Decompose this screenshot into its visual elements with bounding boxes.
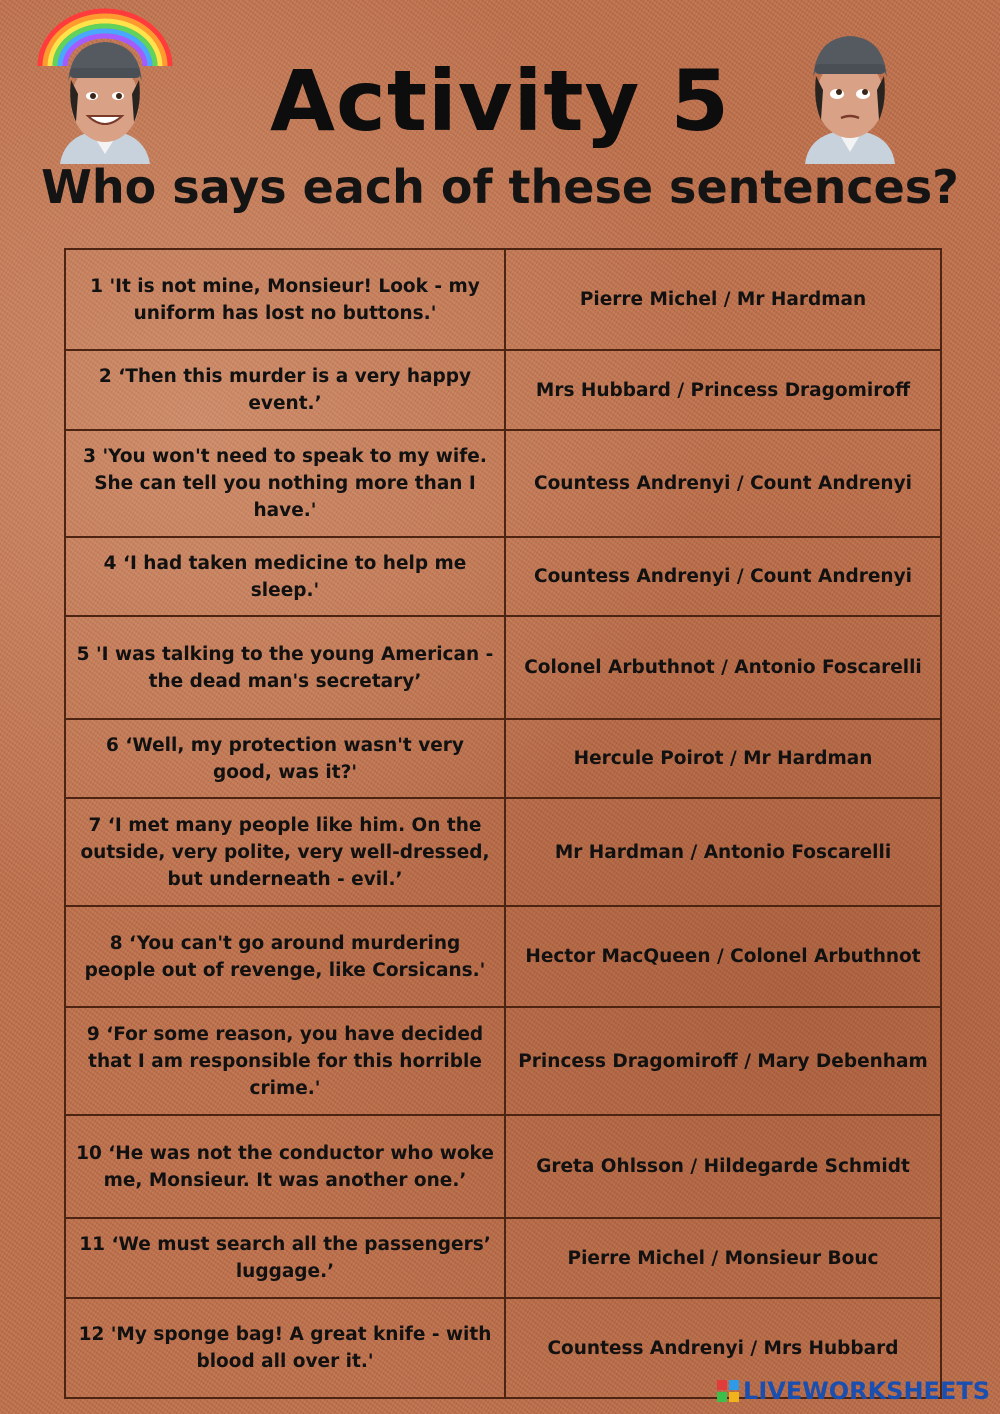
liveworksheets-watermark (717, 1376, 990, 1406)
liveworksheets-logo-icon (717, 1380, 739, 1402)
question-sentence: 2 ‘Then this murder is a very happy event.’ (65, 350, 505, 430)
answer-options[interactable]: Pierre Michel / Mr Hardman (505, 249, 941, 350)
table-row (65, 719, 941, 798)
page-subtitle: Who says each of these sentences? (41, 160, 959, 214)
question-sentence: 5 'I was talking to the young American - the dead man's secretary’ (65, 616, 505, 719)
answer-options[interactable]: Mrs Hubbard / Princess Dragomiroff (505, 350, 941, 430)
question-sentence: 11 ‘We must search all the passengers’ luggage.’ (65, 1218, 505, 1298)
question-sentence: 9 ‘For some reason, you have decided that I am responsible for this horrible crime.' (65, 1007, 505, 1115)
table-row (65, 616, 941, 719)
answer-options[interactable]: Princess Dragomiroff / Mary Debenham (505, 1007, 941, 1115)
answer-options[interactable]: Countess Andrenyi / Count Andrenyi (505, 430, 941, 537)
answer-options[interactable]: Colonel Arbuthnot / Antonio Foscarelli (505, 616, 941, 719)
table-row (65, 1115, 941, 1218)
table-row (65, 350, 941, 430)
table-row (65, 537, 941, 616)
question-sentence: 7 ‘I met many people like him. On the outside, very polite, very well-dressed, but underneath - evil.’ (65, 798, 505, 906)
answer-options[interactable]: Hercule Poirot / Mr Hardman (505, 719, 941, 798)
question-sentence: 4 ‘I had taken medicine to help me sleep.' (65, 537, 505, 616)
question-sentence: 6 ‘Well, my protection wasn't very good, was it?' (65, 719, 505, 798)
answer-options[interactable]: Greta Ohlsson / Hildegarde Schmidt (505, 1115, 941, 1218)
question-sentence: 8 ‘You can't go around murdering people out of revenge, like Corsicans.' (65, 906, 505, 1007)
answer-options[interactable]: Countess Andrenyi / Count Andrenyi (505, 537, 941, 616)
answer-options[interactable]: Hector MacQueen / Colonel Arbuthnot (505, 906, 941, 1007)
quiz-table (64, 248, 942, 1399)
question-sentence: 12 'My sponge bag! A great knife - with blood all over it.' (65, 1298, 505, 1398)
question-sentence: 1 'It is not mine, Monsieur! Look - my uniform has lost no buttons.' (65, 249, 505, 350)
answer-options[interactable]: Pierre Michel / Monsieur Bouc (505, 1218, 941, 1298)
answer-options[interactable]: Countess Andrenyi / Mrs Hubbard (505, 1298, 941, 1398)
question-sentence: 3 'You won't need to speak to my wife. She can tell you nothing more than I have.' (65, 430, 505, 537)
table-row (65, 1007, 941, 1115)
table-row (65, 430, 941, 537)
table-row (65, 798, 941, 906)
question-sentence: 10 ‘He was not the conductor who woke me, Monsieur. It was another one.’ (65, 1115, 505, 1218)
watermark-text: LIVEWORKSHEETS (743, 1377, 990, 1405)
table-row (65, 906, 941, 1007)
table-row (65, 1218, 941, 1298)
answer-options[interactable]: Mr Hardman / Antonio Foscarelli (505, 798, 941, 906)
page-title: Activity 5 (270, 52, 730, 150)
table-row (65, 249, 941, 350)
